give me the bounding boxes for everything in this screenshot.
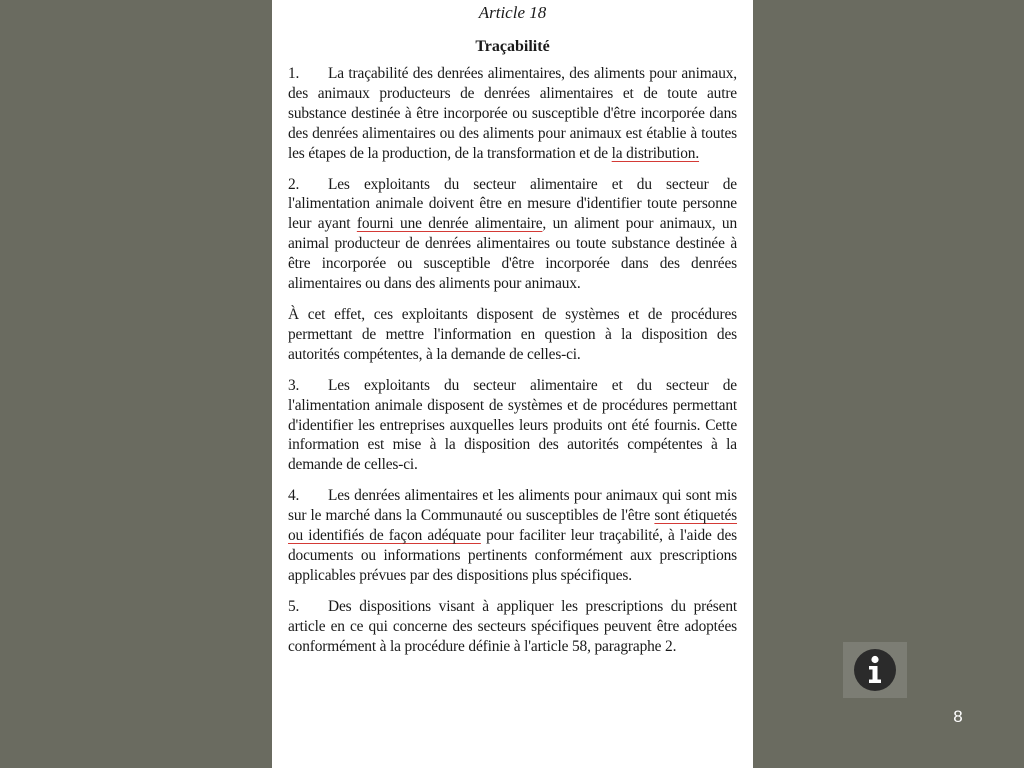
underlined-phrase: sont étiquetés ou identifiés de façon adéquate — [288, 507, 738, 545]
document-page — [272, 0, 753, 768]
paragraph-5 — [288, 597, 737, 657]
info-icon — [853, 648, 897, 692]
paragraph-2 — [288, 175, 737, 294]
paragraph-3 — [288, 376, 737, 476]
info-button[interactable] — [843, 642, 907, 698]
paragraph-text: La traçabilité des denrées alimentaires, des aliments pour animaux, des animaux producteurs de denrées alimentaires et de toute autre substance destinée à être incorporée ou susceptible d'être incorporée dans des denrées alimentaires ou des aliments pour animaux est établie à toutes les étapes de la production, de la transformation et de — [288, 65, 737, 162]
paragraph-number: 3. — [288, 376, 300, 394]
paragraph-number: 5. — [288, 597, 300, 615]
paragraph-text: Les denrées alimentaires et les aliments pour animaux qui sont mis sur le marché dans la Communauté ou susceptibles de l'être — [288, 487, 737, 525]
article-title: Traçabilité — [475, 38, 550, 55]
paragraph-number: 4. — [288, 487, 300, 505]
slide-number: 8 — [953, 707, 963, 726]
paragraph-text: Des dispositions visant à appliquer les prescriptions du présent article en ce qui concerne des secteurs spécifiques peuvent être adoptées conformément à la procédure définie à l'article 58, paragraphe 2. — [288, 597, 737, 655]
paragraph-1 — [288, 64, 737, 164]
paragraph-4 — [288, 486, 737, 586]
underlined-phrase: la distribution. — [611, 144, 700, 162]
paragraph-text-end: , un aliment pour animaux, un animal producteur de denrées alimentaires ou toute substance destinée à être incorporée ou susceptible d'être incorporée dans des denrées alimentaires ou dans des aliments pour animaux. — [288, 215, 737, 293]
paragraph-2b: À cet effet, ces exploitants disposent de systèmes et de procédures permettant de mettre l'information en question à la disposition des autorités compétentes, à la demande de celles-ci. — [288, 305, 737, 363]
paragraph-text-end: pour faciliter leur traçabilité, à l'aide des documents ou informations pertinents conformément aux prescriptions applicables prévues par des dispositions plus spécifiques. — [288, 527, 737, 584]
paragraph-text: Les exploitants du secteur alimentaire et du secteur de l'alimentation animale disposent de systèmes et de procédures permettant d'identifier les entreprises auxquelles leurs produits ont été fournis. Cette information est mise à la disposition des autorités compétentes à la demande de celles-ci. — [288, 376, 737, 474]
article-number: Article 18 — [478, 3, 547, 22]
paragraph-number: 1. — [288, 65, 300, 82]
paragraph-text: Les exploitants du secteur alimentaire et du secteur de l'alimentation animale doivent être en mesure d'identifier toute personne leur ayant — [288, 175, 737, 233]
underlined-phrase: fourni une denrée alimentaire — [356, 215, 543, 233]
paragraph-number: 2. — [288, 175, 300, 193]
